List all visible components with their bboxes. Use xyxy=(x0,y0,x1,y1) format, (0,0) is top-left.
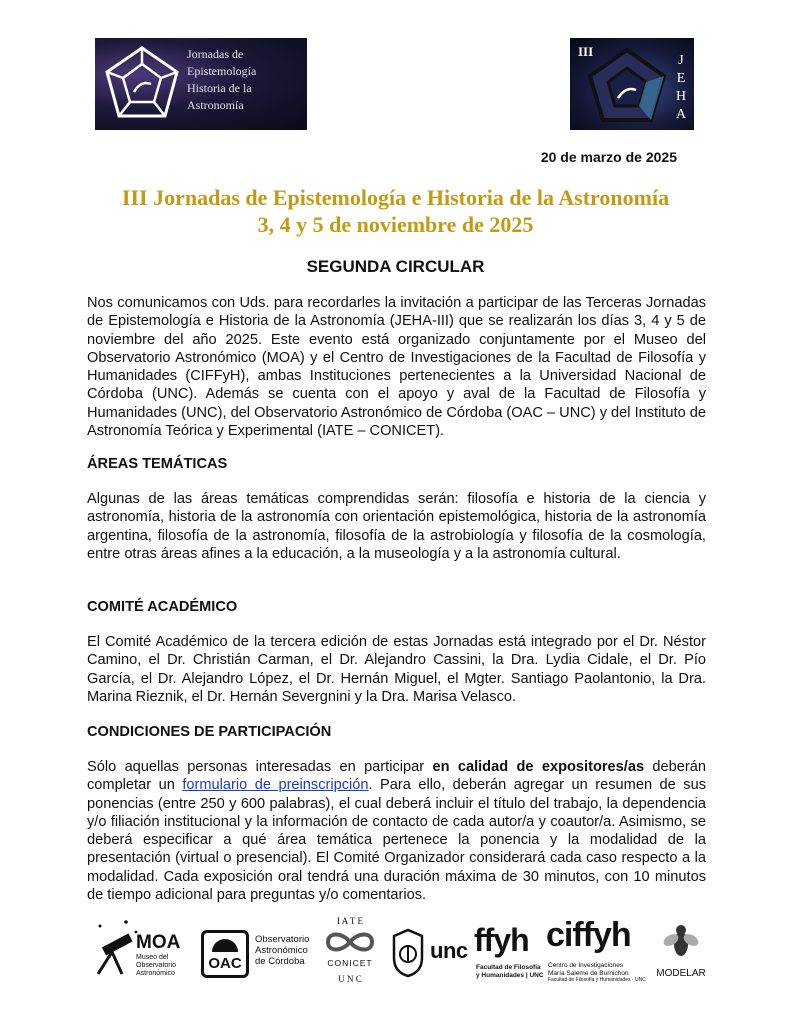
logo-side-letters xyxy=(674,52,688,124)
jeha-logo-right xyxy=(570,38,694,130)
comite-heading: COMITÉ ACADÉMICO xyxy=(87,599,238,615)
areas-paragraph: Algunas de las áreas temáticas comprendidas serán: filosofía e historia de la ciencia y astronomía, historia de la astronomía con orientación epistemológica, historia de la astronomía argentina, filosofía de la astronomía, filosofía de la astrobiología y filosofía de la cosmología, entre otras áreas afines a la educación, a la museología y a la astronomía cultural. xyxy=(87,491,706,562)
ffyh-subtitle xyxy=(476,964,544,979)
logo-letter-a: A xyxy=(675,107,687,122)
document-date: 20 de marzo de 2025 xyxy=(540,149,677,165)
ciffyh-sub-1: Centro de Investigaciones xyxy=(548,962,624,969)
document-title xyxy=(0,184,791,238)
logo-line-4: Astronomía xyxy=(187,98,244,112)
oac-sub-2: Astronómico xyxy=(255,945,308,956)
document-subtitle: SEGUNDA CIRCULAR xyxy=(306,257,485,276)
oac-sub-1: Observatorio xyxy=(255,934,310,945)
comite-paragraph: El Comité Académico de la tercera edición de estas Jornadas está integrado por el Dr. Néstor Camino, el Dr. Christián Carman, el Dr. Alejandro Cassini, la Dra. Lydia Cidale, el Dr. Pío García, el Dr. Alejandro López, el Dr. Hernán Miguel, el Mgter. Santiago Paolantonio, la Dra. Marina Rieznik, el Dr. Hernán Severgnini y la Dra. Marisa Velasco. xyxy=(87,634,706,705)
telescope-icon xyxy=(88,918,138,976)
ciffyh-subtitle xyxy=(548,962,646,985)
unc-label: U N C xyxy=(338,974,362,984)
logo-letter-e: E xyxy=(676,71,686,86)
jeha-logo-text xyxy=(187,46,305,114)
ciffyh-sub-3: Facultad de Filosofía y Humanidades · UNC xyxy=(548,977,646,983)
condiciones-text-b: deberán completar un xyxy=(87,759,706,794)
ffyh-sub-1: Facultad de Filosofía xyxy=(476,964,541,971)
ffyh-sub-2: y Humanidades | UNC xyxy=(476,971,544,979)
iate-conicet-logo xyxy=(318,916,382,988)
title-line-2: 3, 4 y 5 de noviembre de 2025 xyxy=(257,212,534,237)
logo-line-3: Historia de la xyxy=(187,81,252,95)
logo-letter-j: J xyxy=(678,53,684,68)
dodecahedron-icon xyxy=(101,44,183,126)
title-line-1: III Jornadas de Epistemología e Historia de la Astronomía xyxy=(121,185,670,210)
condiciones-bold: en calidad de expositores/as xyxy=(432,759,645,775)
iate-label: I A T E xyxy=(337,916,363,926)
oac-name: OAC xyxy=(208,955,242,972)
ciffyh-sub-2: María Saleme de Burnichon xyxy=(548,969,629,977)
moa-sub-3: Astronómico xyxy=(136,970,175,977)
condiciones-text-a: Sólo aquellas personas interesadas en participar xyxy=(87,759,433,775)
fly-icon xyxy=(662,920,700,962)
areas-heading: ÁREAS TEMÁTICAS xyxy=(87,456,228,472)
logo-line-1: Jornadas de xyxy=(187,47,244,61)
oac-subtitle xyxy=(255,934,309,967)
modelar-logo xyxy=(654,918,708,988)
moa-logo xyxy=(88,912,188,990)
moa-subtitle xyxy=(136,954,176,978)
moa-sub-1: Museo del xyxy=(136,954,169,961)
ffyh-name: ffyh xyxy=(474,922,529,958)
moa-sub-2: Observatorio xyxy=(136,962,177,969)
conicet-label: CONICET xyxy=(327,958,373,968)
preinscription-form-link[interactable]: formulario de preinscripción xyxy=(182,777,369,794)
logo-numeral: III xyxy=(578,44,594,59)
observatory-dome-icon xyxy=(210,936,240,952)
condiciones-heading: CONDICIONES DE PARTICIPACIÓN xyxy=(87,724,332,740)
moa-name: MOA xyxy=(136,932,181,953)
ciffyh-name: ciffyh xyxy=(546,916,631,954)
condiciones-text-c: . Para ello, deberán agregar un resumen de sus ponencias (entre 250 y 600 palabras), el cual deberá incluir el título del trabajo, la dependencia y/o filiación institucional y la información de contacto de cada autor/a y coautor/a. Asimismo, se deberá especificar a qué área temática pertenece la ponencia y la modalidad de la presentación (virtual o presencial). El Comité Organizador considerará cada caso respecto a la modalidad. Cada exposición oral tendrá una duración máxima de 30 minutos, con 10 minutos de tiempo adicional para preguntas y/o comentarios. xyxy=(87,777,707,904)
oac-emblem xyxy=(201,930,249,978)
jeha-logo-left xyxy=(95,38,307,130)
modelar-name: MODELAR xyxy=(656,968,706,979)
condiciones-paragraph xyxy=(87,758,706,904)
oac-sub-3: de Córdoba xyxy=(255,956,305,967)
unc-wordmark: unc xyxy=(430,938,468,963)
dodecahedron-icon xyxy=(584,46,670,128)
footer-logos xyxy=(88,912,708,992)
unc-crest xyxy=(390,926,426,978)
infinity-icon xyxy=(324,930,376,954)
ciffyh-logo xyxy=(546,912,646,990)
oac-logo xyxy=(201,928,311,984)
ffyh-logo xyxy=(474,916,548,990)
crest-icon xyxy=(390,926,426,978)
intro-paragraph: Nos comunicamos con Uds. para recordarles la invitación a participar de las Terceras Jornadas de Epistemología e Historia de la Astronomía (JEHA-III) que se realizarán los días 3, 4 y 5 de noviembre del año 2025. Este evento está organizado conjuntamente por el Museo del Observatorio Astronómico (MOA) y el Centro de Investigaciones de la Facultad de Filosofía y Humanidades (CIFFyH), ambas Instituciones pertenecientes a la Universidad Nacional de Córdoba (UNC). Además se cuenta con el apoyo y aval de la Facultad de Filosofía y Humanidades (UNC), del Observatorio Astronómico de Córdoba (OAC – UNC) y del Instituto de Astronomía Teórica y Experimental (IATE – CONICET). xyxy=(87,295,706,440)
logo-line-2: Epistemología xyxy=(187,64,257,78)
logo-letter-h: H xyxy=(675,89,687,104)
